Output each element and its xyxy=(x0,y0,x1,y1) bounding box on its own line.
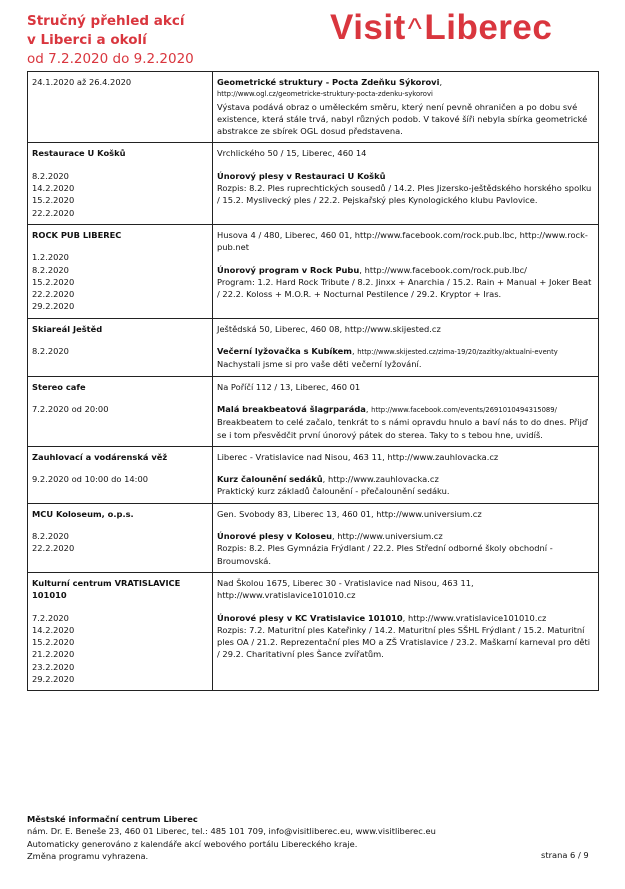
event-detail-cell xyxy=(213,376,599,446)
event-row xyxy=(28,376,599,446)
event-url-link[interactable]: http://www.universium.cz xyxy=(337,531,443,542)
event-row xyxy=(28,318,599,376)
event-title[interactable]: Malá breakbeatová šlagrparáda xyxy=(217,403,366,414)
event-description: Rozpis: 8.2. Ples Gymnázia Frýdlant / 22.2. Ples Střední odborné školy obchodní - Broumovská. xyxy=(217,543,553,566)
event-date: 8.2.2020 xyxy=(32,170,69,181)
event-venue-cell xyxy=(28,318,213,376)
event-title[interactable]: Únorový plesy v Restauraci U Košků xyxy=(217,170,386,181)
event-dates xyxy=(32,612,208,686)
event-date: 1.2.2020 xyxy=(32,252,69,263)
event-row xyxy=(28,143,599,224)
event-dates xyxy=(32,170,208,219)
footer-note-generated: Automaticky generováno z kalendáře akcí webového portálu Libereckého kraje. xyxy=(27,838,358,849)
event-dates xyxy=(32,251,208,312)
event-dates xyxy=(32,76,208,88)
event-date: 22.2.2020 xyxy=(32,543,75,554)
title-separator: , xyxy=(359,264,365,275)
event-venue-cell xyxy=(28,224,213,318)
event-title[interactable]: Únorové plesy v KC Vratislavice 101010 xyxy=(217,612,403,623)
footer xyxy=(27,813,599,862)
venue-address: Husova 4 / 480, Liberec, 460 01, http://www.facebook.com/rock.pub.lbc, http://www.rock-pub.net xyxy=(217,229,588,253)
footer-contact: nám. Dr. E. Beneše 23, 460 01 Liberec, tel.: 485 101 709, info@visitliberec.eu, www.visitliberec.eu xyxy=(27,826,436,837)
venue-name: Stereo cafe xyxy=(32,381,86,392)
venue-address: Na Poříčí 112 / 13, Liberec, 460 01 xyxy=(217,381,361,392)
title-date-range: od 7.2.2020 do 9.2.2020 xyxy=(27,51,194,67)
title-line-1: Stručný přehled akcí xyxy=(27,13,185,29)
event-description: Rozpis: 8.2. Ples ruprechtických sousedů / 14.2. Ples Jizersko-ještědského horského spolku / 15.2. Myslivecký ples / 22.2. Pejskařský ples Kynologického klubu Pavlovice. xyxy=(217,183,592,206)
event-date: 24.1.2020 až 26.4.2020 xyxy=(32,77,132,87)
event-title[interactable]: Únorové plesy v Koloseu xyxy=(217,531,333,542)
venue-address: Vrchlického 50 / 15, Liberec, 460 14 xyxy=(217,148,367,159)
event-venue-cell xyxy=(28,72,213,143)
event-date: 15.2.2020 xyxy=(32,195,75,206)
title-separator: , xyxy=(402,612,408,623)
event-date: 8.2.2020 xyxy=(32,264,69,275)
event-date: 14.2.2020 xyxy=(32,624,75,635)
venue-name: Zauhlovací a vodárenská věž xyxy=(32,451,168,462)
event-description: Nachystali jsme si pro vaše děti večerní lyžování. xyxy=(217,359,422,370)
event-date: 29.2.2020 xyxy=(32,301,75,312)
event-date: 22.2.2020 xyxy=(32,289,75,300)
event-dates xyxy=(32,530,208,555)
events-table xyxy=(27,71,599,691)
event-date: 14.2.2020 xyxy=(32,183,75,194)
venue-address: Nad Školou 1675, Liberec 30 - Vratislavice nad Nisou, 463 11, http://www.vratislavice101010.cz xyxy=(217,577,474,601)
visit-liberec-logo xyxy=(330,8,552,48)
title-separator: , xyxy=(332,531,338,542)
event-description: Praktický kurz základů čalounění - přečalounění sedáku. xyxy=(217,486,450,497)
venue-address: Gen. Svobody 83, Liberec 13, 460 01, http://www.universium.cz xyxy=(217,508,482,519)
event-date: 8.2.2020 xyxy=(32,346,69,357)
event-dates xyxy=(32,473,208,485)
event-detail-cell xyxy=(213,572,599,690)
event-url-link[interactable]: http://www.facebook.com/events/2691010494315089/ xyxy=(371,405,557,414)
title-separator: , xyxy=(351,346,358,357)
footer-note-changes: Změna programu vyhrazena. xyxy=(27,850,149,861)
event-date: 7.2.2020 xyxy=(32,612,69,623)
venue-name: MCU Koloseum, o.p.s. xyxy=(32,508,134,519)
footer-organization: Městské informační centrum Liberec xyxy=(27,814,198,824)
event-date: 8.2.2020 xyxy=(32,531,69,542)
event-date: 22.2.2020 xyxy=(32,207,75,218)
title-line-2: v Liberci a okolí xyxy=(27,32,147,48)
event-description: Výstava podává obraz o uměleckém směru, který není pevně ohraničen a po dobu své existence, která stále trvá, nabyl různých podob. V takové šíři nebyla sbírka geometrické abstrakce ze sbírek OGL dosud představena. xyxy=(217,101,588,137)
event-row xyxy=(28,446,599,503)
event-date: 15.2.2020 xyxy=(32,637,75,648)
event-row xyxy=(28,572,599,690)
logo-word-visit: Visit xyxy=(330,8,406,47)
event-detail-cell xyxy=(213,318,599,376)
event-detail-cell xyxy=(213,503,599,572)
title-separator: , xyxy=(365,403,372,414)
event-venue-cell xyxy=(28,143,213,224)
logo-caret: ^ xyxy=(407,13,423,46)
event-date: 29.2.2020 xyxy=(32,673,75,684)
event-venue-cell xyxy=(28,572,213,690)
event-dates xyxy=(32,403,208,415)
page-number: strana 6 / 9 xyxy=(541,850,589,860)
venue-name: ROCK PUB LIBEREC xyxy=(32,229,122,240)
event-url-link[interactable]: http://www.facebook.com/rock.pub.lbc/ xyxy=(364,264,527,275)
event-url-link[interactable]: http://www.vratislavice101010.cz xyxy=(407,612,547,623)
event-title[interactable]: Kurz čalounění sedáků xyxy=(217,474,323,485)
title-separator: , xyxy=(322,474,328,485)
event-row xyxy=(28,72,599,143)
venue-name: Skiareál Ještěd xyxy=(32,323,103,334)
event-date: 23.2.2020 xyxy=(32,661,75,672)
event-row xyxy=(28,224,599,318)
event-date: 21.2.2020 xyxy=(32,649,75,660)
event-detail-cell xyxy=(213,446,599,503)
event-description: Rozpis: 7.2. Maturitní ples Kateřinky / 14.2. Maturitní ples SŠHL Frýdlant / 15.2. Maturitní ples OA / 21.2. Reprezentační ples MO a ZŠ Vratislavice / 23.2. Maškarní karneval pro děti / 29.2. Charitativní ples Šance zvířatům. xyxy=(217,624,591,660)
event-date: 15.2.2020 xyxy=(32,276,75,287)
logo-word-liberec: Liberec xyxy=(424,8,553,47)
event-url-link[interactable]: http://www.skijested.cz/zima-19/20/zazitky/aktualni-eventy xyxy=(357,348,558,357)
event-date: 7.2.2020 od 20:00 xyxy=(32,403,109,414)
event-url-link[interactable]: http://www.zauhlovacka.cz xyxy=(327,474,439,485)
venue-name: Kulturní centrum VRATISLAVICE 101010 xyxy=(32,577,181,601)
event-row xyxy=(28,503,599,572)
event-title[interactable]: Únorový program v Rock Pubu xyxy=(217,264,360,275)
venue-address: Liberec - Vratislavice nad Nisou, 463 11, http://www.zauhlovacka.cz xyxy=(217,451,499,462)
event-detail-cell xyxy=(213,143,599,224)
venue-address: Ještědská 50, Liberec, 460 08, http://www.skijested.cz xyxy=(217,323,441,334)
venue-name: Restaurace U Košků xyxy=(32,148,126,159)
document-title xyxy=(27,12,194,69)
event-venue-cell xyxy=(28,503,213,572)
event-title[interactable]: Večerní lyžovačka s Kubíkem xyxy=(217,346,352,357)
event-title[interactable]: Geometrické struktury - Pocta Zdeňku Sýkorovi xyxy=(217,77,440,87)
event-description: Breakbeatem to celé začalo, tenkrát to s námi opravdu hnulo a baví nás to do dnes. Přijď se i tom přesvědčit první únorový pátek do sterea. Taky to s tebou hne, uvidíš. xyxy=(217,417,588,440)
event-venue-cell xyxy=(28,376,213,446)
event-detail-cell xyxy=(213,224,599,318)
event-detail-cell xyxy=(213,72,599,143)
title-separator: , xyxy=(439,77,443,87)
event-venue-cell xyxy=(28,446,213,503)
event-dates xyxy=(32,345,208,357)
event-description: Program: 1.2. Hard Rock Tribute / 8.2. Jinxx + Anarchia / 15.2. Rain + Manual + Joker Beat / 22.2. Koloss + M.O.R. + Nocturnal Pestilence / 29.2. Kryptor + Iras. xyxy=(217,276,592,300)
event-date: 9.2.2020 od 10:00 do 14:00 xyxy=(32,474,149,485)
event-url-link[interactable]: http://www.ogl.cz/geometricke-struktury-pocta-zdenku-sykorovi xyxy=(217,90,433,99)
